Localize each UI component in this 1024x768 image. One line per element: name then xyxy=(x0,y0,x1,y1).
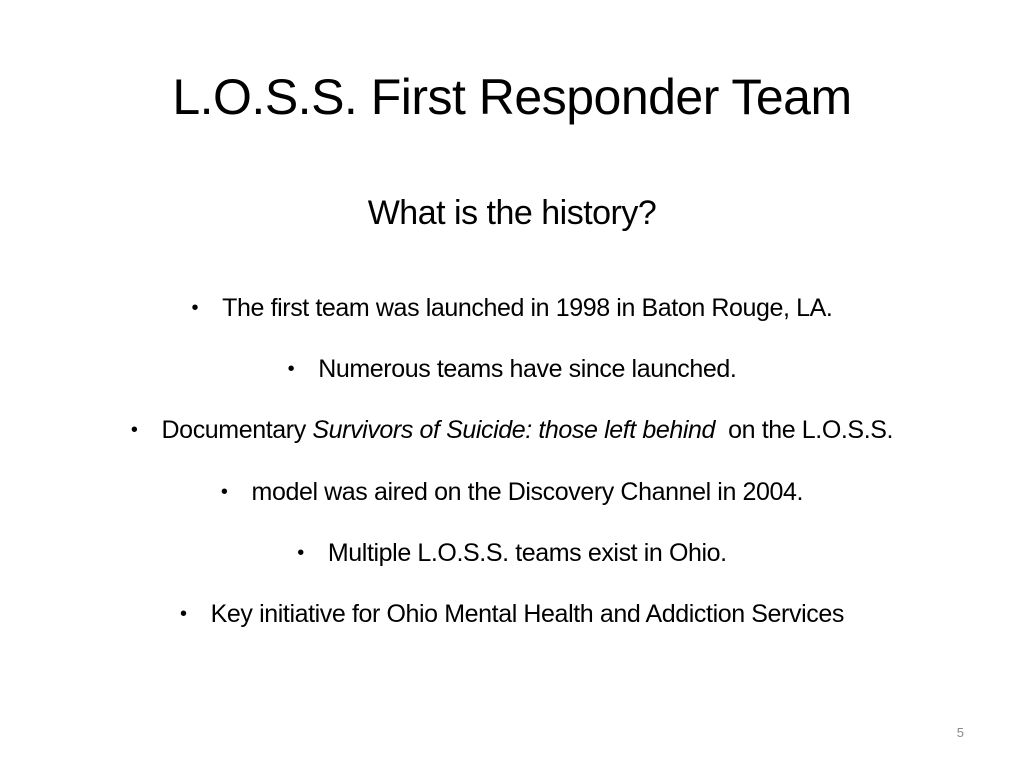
bullet-icon: • xyxy=(191,297,199,319)
bullet-icon: • xyxy=(130,419,138,441)
slide-subtitle: What is the history? xyxy=(367,194,657,232)
bullet-text: on the L.O.S.S. xyxy=(715,416,894,444)
slide-title: L.O.S.S. First Responder Team xyxy=(172,69,852,125)
bullet-item xyxy=(0,291,1024,325)
bullet-text: Numerous teams have since launched. xyxy=(318,355,737,383)
bullet-icon: • xyxy=(220,481,228,503)
bullet-item xyxy=(0,597,1024,631)
documentary-title: Survivors of Suicide: those left behind xyxy=(312,416,716,444)
bullet-text: model was aired on the Discovery Channel in 2004. xyxy=(251,478,804,506)
page-number: 5 xyxy=(956,725,964,740)
bullet-item xyxy=(0,536,1024,570)
bullet-icon: • xyxy=(297,542,304,564)
bullet-text: Documentary xyxy=(161,416,313,444)
bullet-icon: • xyxy=(180,603,187,625)
bullet-item xyxy=(0,413,1024,447)
bullet-text: Key initiative for Ohio Mental Health and Addiction Services xyxy=(210,600,844,628)
bullet-text: Multiple L.O.S.S. teams exist in Ohio. xyxy=(327,539,727,567)
bullet-item xyxy=(0,352,1024,386)
bullet-item xyxy=(0,475,1024,509)
bullet-icon: • xyxy=(287,358,295,380)
bullet-text: The first team was launched in 1998 in Baton Rouge, LA. xyxy=(222,294,833,322)
